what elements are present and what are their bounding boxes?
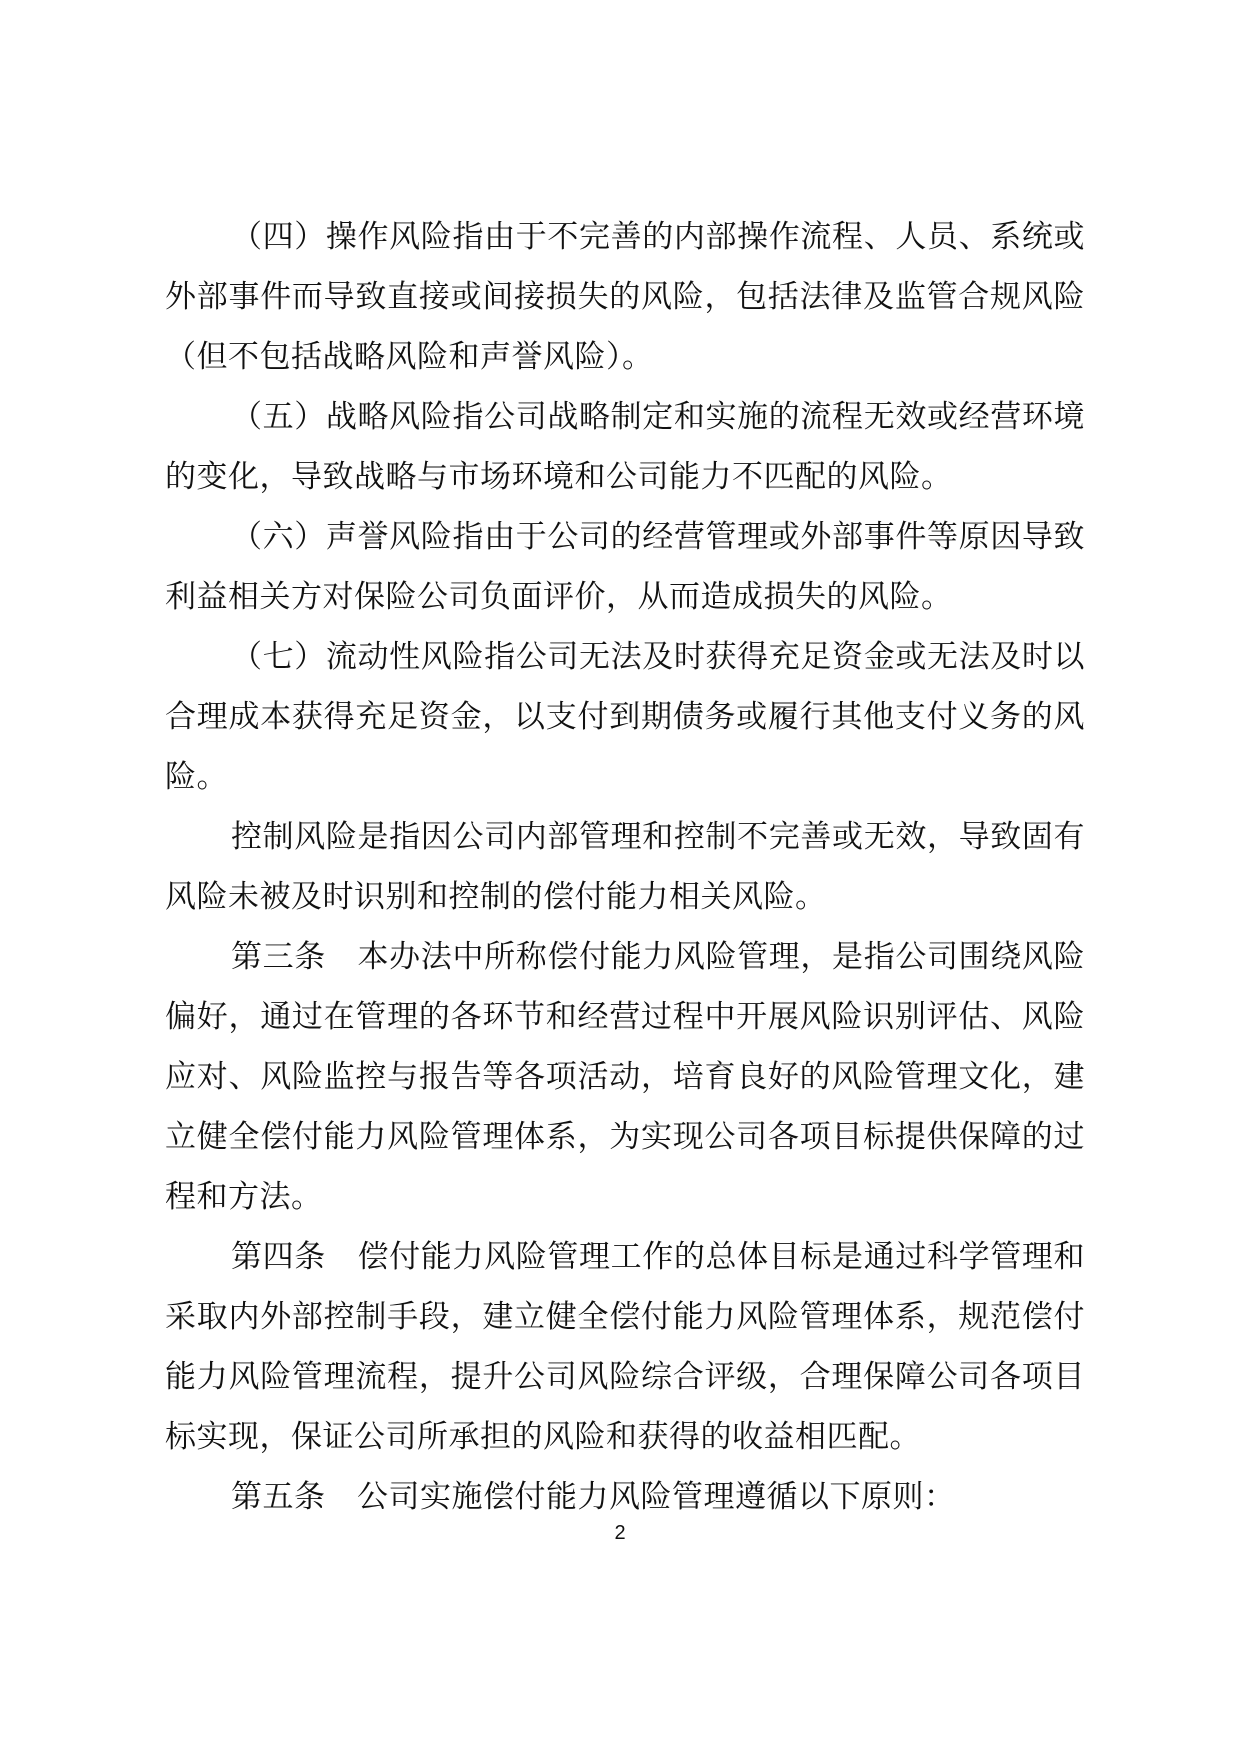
paragraph-article-3: 第三条 本办法中所称偿付能力风险管理，是指公司围绕风险偏好，通过在管理的各环节和经营过程中开展风险识别评估、风险应对、风险监控与报告等各项活动，培育良好的风险管理文化，建立健全偿付能力风险管理体系，为实现公司各项目标提供保障的过程和方法。 (165, 939, 1085, 1215)
paragraph-operational-risk: （四）操作风险指由于不完善的内部操作流程、人员、系统或外部事件而导致直接或间接损失的风险，包括法律及监管合规风险（但不包括战略风险和声誉风险）。 (165, 219, 1085, 375)
paragraph-control-risk: 控制风险是指因公司内部管理和控制不完善或无效，导致固有风险未被及时识别和控制的偿付能力相关风险。 (165, 819, 1085, 915)
paragraph-reputational-risk: （六）声誉风险指由于公司的经营管理或外部事件等原因导致利益相关方对保险公司负面评价，从而造成损失的风险。 (165, 519, 1085, 615)
paragraph-liquidity-risk: （七）流动性风险指公司无法及时获得充足资金或无法及时以合理成本获得充足资金，以支付到期债务或履行其他支付义务的风险。 (165, 639, 1085, 795)
paragraph-article-5: 第五条 公司实施偿付能力风险管理遵循以下原则： (231, 1479, 956, 1515)
paragraph-strategic-risk: （五）战略风险指公司战略制定和实施的流程无效或经营环境的变化，导致战略与市场环境和公司能力不匹配的风险。 (165, 399, 1085, 495)
page-number: 2 (614, 1522, 626, 1544)
document-body (165, 207, 1085, 1527)
paragraph-article-4: 第四条 偿付能力风险管理工作的总体目标是通过科学管理和采取内外部控制手段，建立健全偿付能力风险管理体系，规范偿付能力风险管理流程，提升公司风险综合评级，合理保障公司各项目标实现，保证公司所承担的风险和获得的收益相匹配。 (165, 1239, 1085, 1455)
